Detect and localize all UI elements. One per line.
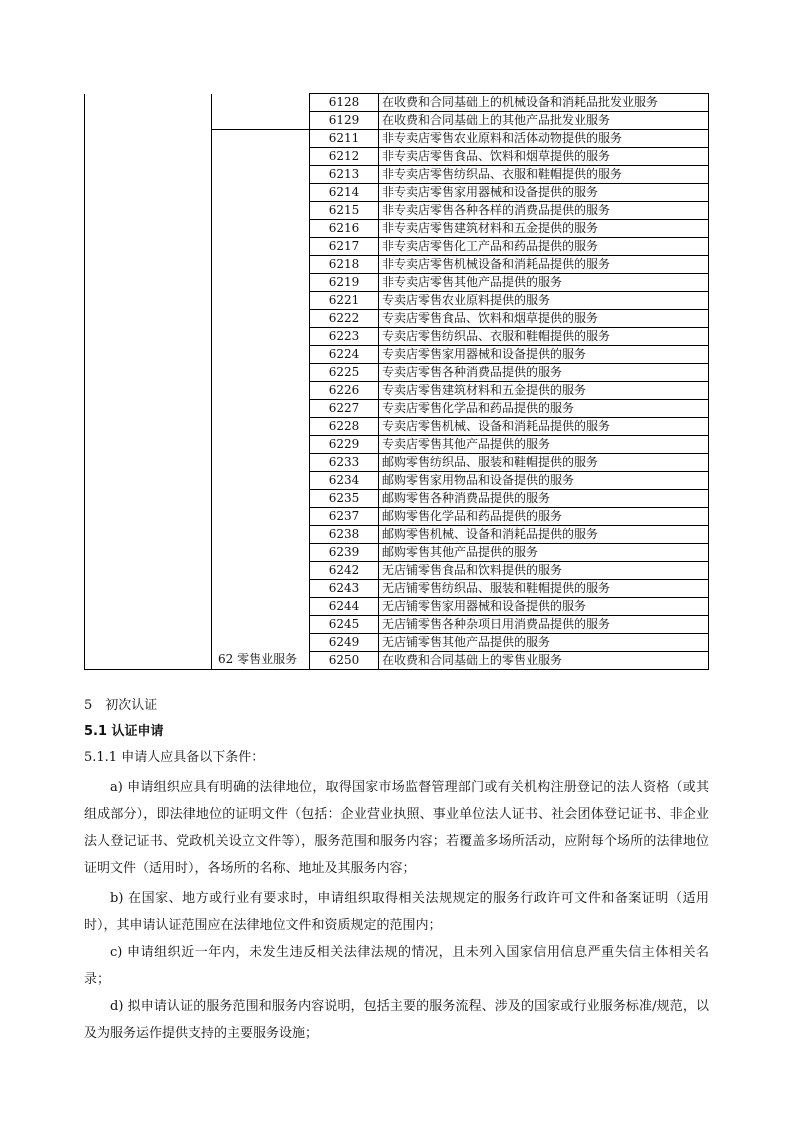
service-classification-table: [84, 93, 709, 670]
condition-d: d) 拟申请认证的服务范围和服务内容说明，包括主要的服务流程、涉及的国家或行业服务标准/规范，以及为服务运作提供支持的主要服务设施；: [84, 999, 709, 1041]
level-2-category: [212, 94, 310, 130]
service-description: 邮购零售机械、设备和消耗品提供的服务: [379, 526, 709, 544]
service-code: 6213: [310, 166, 379, 184]
service-description: 非专卖店零售机械设备和消耗品提供的服务: [379, 256, 709, 274]
service-code: 6239: [310, 544, 379, 562]
condition-a: a) 申请组织应具有明确的法律地位，取得国家市场监督管理部门或有关机构注册登记的法人资格（或其组成部分），即法律地位的证明文件（包括：企业营业执照、事业单位法人证书、社会团体登记证书、非企业法人登记证书、党政机关设立文件等），服务范围和服务内容；若覆盖多场所活动，应附每个场所的法律地位证明文件（适用时），各场所的名称、地址及其服务内容；: [84, 780, 709, 876]
service-description: 专卖店零售其他产品提供的服务: [379, 436, 709, 454]
service-code: 6221: [310, 292, 379, 310]
service-code: 6211: [310, 130, 379, 148]
table-row: [85, 94, 709, 112]
service-description: 专卖店零售农业原料提供的服务: [379, 292, 709, 310]
service-description: 专卖店零售家用器械和设备提供的服务: [379, 346, 709, 364]
service-code: 6250: [310, 652, 379, 670]
service-code: 6228: [310, 418, 379, 436]
condition-b: b) 在国家、地方或行业有要求时，申请组织取得相关法规规定的服务行政许可文件和备案证明（适用时），其申请认证范围应在法律地位文件和资质规定的范围内；: [84, 891, 709, 933]
service-description: 无店铺零售纺织品、服装和鞋帽提供的服务: [379, 580, 709, 598]
level-2-category: 62 零售业服务: [212, 130, 310, 670]
service-description: 非专卖店零售化工产品和药品提供的服务: [379, 238, 709, 256]
service-code: 6244: [310, 598, 379, 616]
service-code: 6216: [310, 220, 379, 238]
service-code: 6214: [310, 184, 379, 202]
service-code: 6212: [310, 148, 379, 166]
service-description: 非专卖店零售食品、饮料和烟草提供的服务: [379, 148, 709, 166]
section-5-heading: 5 初次认证: [84, 698, 158, 713]
service-description: 无店铺零售各种杂项日用消费品提供的服务: [379, 616, 709, 634]
service-code: 6222: [310, 310, 379, 328]
service-description: 邮购零售化学品和药品提供的服务: [379, 508, 709, 526]
condition-c: c) 申请组织近一年内，未发生违反相关法律法规的情况，且未列入国家信用信息严重失信主体相关名录；: [84, 945, 709, 987]
service-code: 6237: [310, 508, 379, 526]
service-description: 邮购零售纺织品、服装和鞋帽提供的服务: [379, 454, 709, 472]
service-code: 6129: [310, 112, 379, 130]
service-code: 6225: [310, 364, 379, 382]
service-code: 6243: [310, 580, 379, 598]
service-code: 6233: [310, 454, 379, 472]
service-code: 6219: [310, 274, 379, 292]
service-description: 专卖店零售各种消费品提供的服务: [379, 364, 709, 382]
service-code: 6224: [310, 346, 379, 364]
service-code: 6217: [310, 238, 379, 256]
service-description: 专卖店零售食品、饮料和烟草提供的服务: [379, 310, 709, 328]
service-description: 无店铺零售家用器械和设备提供的服务: [379, 598, 709, 616]
service-description: 在收费和合同基础上的其他产品批发业服务: [379, 112, 709, 130]
service-code: 6249: [310, 634, 379, 652]
service-description: 专卖店零售化学品和药品提供的服务: [379, 400, 709, 418]
clause-5-1-1: 5.1.1 申请人应具备以下条件：: [84, 750, 265, 765]
service-description: 专卖店零售纺织品、衣服和鞋帽提供的服务: [379, 328, 709, 346]
service-code: 6223: [310, 328, 379, 346]
section-5-1-heading: 5.1 认证申请: [84, 724, 164, 739]
service-code: 6218: [310, 256, 379, 274]
service-code: 6235: [310, 490, 379, 508]
service-description: 无店铺零售其他产品提供的服务: [379, 634, 709, 652]
service-description: 非专卖店零售各种各样的消费品提供的服务: [379, 202, 709, 220]
service-code: 6242: [310, 562, 379, 580]
service-description: 无店铺零售食品和饮料提供的服务: [379, 562, 709, 580]
service-description: 邮购零售其他产品提供的服务: [379, 544, 709, 562]
service-code: 6234: [310, 472, 379, 490]
service-description: 在收费和合同基础上的机械设备和消耗品批发业服务: [379, 94, 709, 112]
service-code: 6238: [310, 526, 379, 544]
service-description: 专卖店零售建筑材料和五金提供的服务: [379, 382, 709, 400]
service-code: 6227: [310, 400, 379, 418]
service-code: 6245: [310, 616, 379, 634]
service-description: 专卖店零售机械、设备和消耗品提供的服务: [379, 418, 709, 436]
service-code: 6128: [310, 94, 379, 112]
service-code: 6229: [310, 436, 379, 454]
level-1-category: [85, 94, 212, 670]
service-code: 6226: [310, 382, 379, 400]
service-description: 非专卖店零售其他产品提供的服务: [379, 274, 709, 292]
service-description: 在收费和合同基础上的零售业服务: [379, 652, 709, 670]
service-description: 非专卖店零售纺织品、衣服和鞋帽提供的服务: [379, 166, 709, 184]
service-description: 邮购零售家用物品和设备提供的服务: [379, 472, 709, 490]
service-description: 邮购零售各种消费品提供的服务: [379, 490, 709, 508]
service-description: 非专卖店零售建筑材料和五金提供的服务: [379, 220, 709, 238]
service-code: 6215: [310, 202, 379, 220]
service-description: 非专卖店零售农业原料和活体动物提供的服务: [379, 130, 709, 148]
service-description: 非专卖店零售家用器械和设备提供的服务: [379, 184, 709, 202]
